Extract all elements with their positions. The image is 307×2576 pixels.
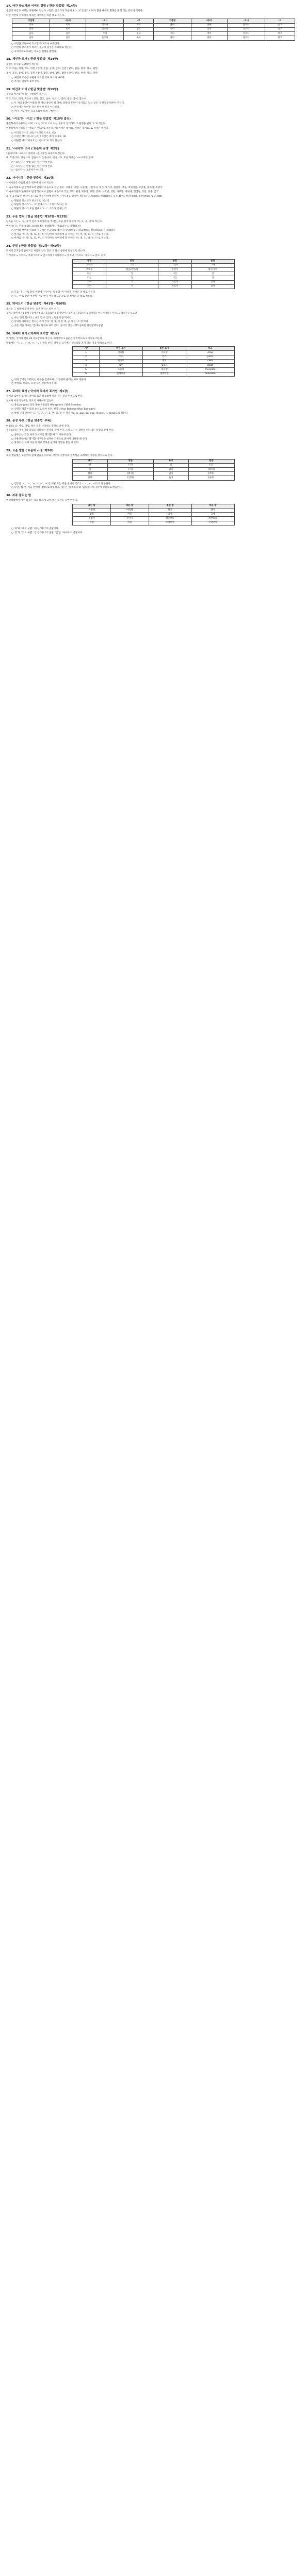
table-cell: 웃으니: [86, 36, 124, 40]
table-header-row: [73, 259, 234, 263]
paragraph: 예) 먹습니다, 갔습니다, 없습니다, 있습니다, 좋습니다, 모음 뒤에는 '-ㅂ니다'를 쓴다.: [6, 157, 94, 160]
table-cell: 너는: [73, 276, 106, 280]
table-row: [12, 32, 295, 36]
table-header-cell: 표기: [153, 459, 188, 463]
table-cell: [막따]: [188, 472, 234, 476]
table-cell: 무엇을: [73, 268, 106, 272]
table-cell: 왠지: [191, 509, 234, 513]
list-item: ○ 수를 적을 적에는 '만(萬)' 단위로 띄어 쓴다: 십이억 삼천사백오십육만 칠천팔백구십팔: [11, 325, 103, 328]
table-header-cell: 바른 말: [191, 504, 234, 508]
table-cell: 며칠: [111, 513, 149, 517]
table-row: [12, 36, 295, 40]
table-cell: 금새: [149, 513, 191, 517]
list-item: ○ 가운뎃점(·)은 열거할 어구들을 일정한 기준으로 묶어서 나타낼 때 쓴다.: [11, 437, 88, 440]
data-table: [72, 504, 234, 526]
section-title: 19. 어간과 어미 ('한글 맞춤법' 제15항): [6, 88, 58, 91]
table-cell: 가았다: [158, 280, 191, 284]
table-cell: 쥬스: [142, 355, 186, 359]
table-cell: 그건: [106, 263, 158, 267]
table-cell: 가아: [73, 280, 106, 284]
table-cell: 좁다: [153, 23, 191, 27]
table-cell: 그것은: [73, 263, 106, 267]
table-cell: 켜었다: [158, 284, 191, 289]
table-row: [73, 463, 234, 467]
table-cell: 텔레비젼: [142, 372, 186, 376]
table-cell: 잡고: [265, 36, 295, 40]
table-cell: 날: [191, 272, 234, 276]
list-item: ○ 아는 것이 힘이다. / 나도 할 수 있다. / 먹을 만큼 먹어라.: [11, 316, 72, 319]
table-cell: 6: [73, 372, 99, 376]
table-cell: 우니: [86, 32, 124, 36]
table-cell: 쵸콜렛: [142, 368, 186, 372]
paragraph: 2. 순우리말과 한자어로 된 합성어로서 앞말이 모음으로 끝난 경우: 귓병, 머릿방, 뱃병, 봇둑, 사잣밥, 샛강, 아랫방, 자릿세, 전셋집, 찻잔, 찻종, 촛국: [6, 191, 159, 194]
paragraph: 먹다, 먹고, 먹어, 먹으니 / 신다, 신고, 신어, 신으니 / 좋다, 좋고, 좋아, 좋으니: [6, 97, 87, 100]
section-title: 26. 외래어 표기 ('외래어 표기법' 제1장): [6, 332, 59, 335]
paragraph: 다만 어간의 끝소리가 바뀌는 경우에는 바뀐 대로 적는다.: [6, 14, 65, 17]
paragraph: 국어의 로마자 표기는 국어의 표준 발음법에 따라 적는 것을 원칙으로 한다.: [6, 395, 84, 398]
table-cell: 로봇: [99, 364, 142, 368]
table-header-cell: 바른 표기: [99, 347, 142, 351]
table-header-row: [73, 459, 234, 463]
section-title: 27. 로마자 표기 ('국어의 로마자 표기법' 제1장): [6, 390, 69, 394]
table-row: [73, 351, 234, 355]
table-cell: 좁으니: [228, 23, 265, 27]
table-cell: 역할: [111, 521, 149, 525]
section-title: 28. 문장 부호 ('한글 맞춤법' 부록): [6, 419, 52, 423]
table-cell: 읊다: [153, 476, 188, 480]
table-cell: 역활: [73, 521, 111, 525]
table-cell: 웬지: [149, 509, 191, 513]
table-header-cell: 바른 말: [111, 504, 149, 508]
table-cell: 넌: [106, 276, 158, 280]
section: [6, 419, 301, 445]
table-cell: [업ː따]: [188, 468, 234, 472]
paragraph: 종결형에서 사용되는 어미 '-오'는 '요'로 소리 나는 경우가 있더라도 그 원형을 밝혀 '오'로 적는다.: [6, 123, 106, 126]
table-cell: 밟다: [73, 472, 108, 476]
table-cell: [널따]: [108, 476, 154, 480]
table-cell: [닥]: [108, 463, 154, 467]
paragraph: 일상생활에서 자주 틀리는 말을 바르게 고쳐 쓰는 습관을 들여야 한다.: [6, 499, 78, 502]
table-header-cell: -아/어: [191, 19, 227, 23]
table-header-cell: 기본형: [153, 19, 191, 23]
table-header-cell: -아/어: [50, 19, 86, 23]
table-cell: 나를: [158, 272, 191, 276]
table-cell: 값: [153, 463, 188, 467]
table-row: [73, 355, 234, 359]
paragraph: 표준 발음법은 표준어의 실제 발음을 따르되, 국어의 전통성과 합리성을 고려하여 정함을 원칙으로 한다.: [6, 454, 113, 457]
table-row: [73, 517, 234, 521]
table-cell: 적으니: [228, 32, 265, 36]
table-header-row: [12, 19, 295, 23]
data-table: [72, 459, 234, 481]
table-cell: shop: [186, 351, 234, 355]
table-row: [73, 276, 234, 280]
paragraph: 여자(女子), 연세(年歲), 요소(尿素), 유대(紐帶), 이토(泥土), 익명(匿名): [6, 225, 81, 228]
section: [6, 244, 301, 298]
section: [6, 332, 301, 386]
paragraph: 용언의 어간과 어미는 구별하여 적는다.: [6, 93, 47, 96]
table-cell: 몇일: [73, 513, 111, 517]
table-cell: 2: [73, 355, 99, 359]
table-cell: 적고: [265, 32, 295, 36]
paragraph: 용언의 어간과 어미는 구별하여 적는다. 어간의 끝소리가 모음이나 'ㄹ'로 끝나고 어미가 붙을 때에도 형태를 밝혀 적는 것이 원칙이다.: [6, 10, 143, 13]
table-row: [73, 513, 234, 517]
section-title: 17. 어간 끝소리와 어미의 결합 ('한글 맞춤법' 제14항): [6, 5, 77, 8]
section: [6, 57, 301, 83]
list-item: ○ 행정 구역 단위인 '도, 시, 군, 구, 읍, 면, 리, 동'은 각각 'do, si, gun, gu, eup, myeon, ri, dong'으로 적는다.: [11, 412, 128, 415]
section: [6, 302, 301, 328]
list-item: ○ 'ㅗ, ㅜ'로 끝난 어간에 '-아/-어'가 어울려 'ㅘ/ㅝ'로 될 적에는 준 대로 적는다.: [11, 295, 93, 298]
table-row: [12, 23, 295, 27]
table-cell: 믿어: [50, 27, 86, 31]
table-cell: cake: [186, 359, 234, 363]
list-item: ○ 쉼표(,)는 같은 자격의 어구를 열거할 때 그 사이에 쓴다.: [11, 433, 72, 436]
table-cell: chocolate: [186, 368, 234, 372]
table-cell: [밥ː따]: [108, 472, 154, 476]
list-item: ○ 뒷말의 첫소리가 된소리로 나는 것: [11, 199, 50, 202]
section-title: 30. 자주 틀리는 말: [6, 494, 31, 498]
paragraph: 조사는 그 앞말에 붙여 쓴다. 의존 명사는 띄어 쓴다.: [6, 308, 60, 311]
list-item: ○ 본뜻에서 멀어진 것은 밝히어 적지 아니한다.: [11, 106, 60, 109]
table-row: [73, 368, 234, 372]
table-cell: 초콜릿: [99, 368, 142, 372]
table-header-cell: 틀린 말: [73, 504, 111, 508]
table-cell: 없다: [153, 468, 188, 472]
table-cell: juice: [186, 355, 234, 359]
table-cell: [갑]: [188, 463, 234, 467]
table-cell: 텔레비전: [99, 372, 142, 376]
table-cell: 켰다: [191, 284, 234, 289]
table-cell: 신어: [191, 27, 227, 31]
section: [6, 147, 301, 173]
document-page: [0, 0, 307, 543]
table-cell: [읍따]: [188, 476, 234, 480]
table-cell: 케잌: [142, 359, 186, 363]
table-header-cell: 준말: [191, 259, 234, 263]
table-cell: 나는: [73, 272, 106, 276]
paragraph: 떡이, 떡을, 떡에, 떡도, 떡만 / 손이, 손을, 손에, 손도, 손만 / 팔이, 팔을, 팔에, 팔도, 팔만: [6, 67, 98, 71]
table-row: [73, 284, 234, 289]
table-cell: 믿고: [124, 27, 153, 31]
table-header-cell: 구분: [73, 347, 99, 351]
section: [6, 215, 301, 241]
table-row: [73, 472, 234, 476]
list-item: ○ '-습니다'는 받침 있는 어간 뒤에 쓴다.: [11, 161, 53, 164]
paragraph: 꽃이, 꽃을, 꽃에, 꽃도, 꽃만 / 밭이, 밭을, 밭에, 밭도, 밭만 / 앞이, 앞을, 앞에, 앞도, 앞만: [6, 72, 98, 75]
table-header-cell: 비고: [186, 347, 234, 351]
paragraph: 기러기야 → 기럭아 / 어제그저께 → 엊그저께 / 어제저녁 → 엊저녁 / 가지고, 가지지 → 갖고, 갖지: [6, 254, 106, 257]
table-cell: 어떻해: [73, 509, 111, 513]
table-cell: 뭣을/무얼/뭘: [106, 268, 158, 272]
section: [6, 449, 301, 490]
table-cell: 4: [73, 364, 99, 368]
list-item: ○ 단어의 첫머리 이외의 경우에는 본음대로 적는다: 남녀(男女), 당뇨(糖尿), 결뉴(結紐), 은닉(隱匿): [11, 229, 115, 232]
section: [6, 389, 301, 415]
table-cell: 웃어: [50, 36, 86, 40]
table-row: [73, 521, 234, 525]
paragraph: 사이시옷은 다음과 같은 경우에 받치어 적는다.: [6, 182, 55, 185]
table-cell: 설거지: [111, 517, 149, 521]
paragraph: 꽃이 / 꽃마저 / 꽃밖에 / 꽃에서부터 / 꽃으로만 / 꽃이나마 / 꽃이다 / 꽃입니다 / 꽃처럼 / 어디까지나 / 거기도 / 멀리는 / 웃고만: [6, 312, 137, 315]
table-row: [73, 272, 234, 276]
section-title: 22. 사이시옷 ('한글 맞춤법' 제30항): [6, 177, 55, 180]
table-cell: 맑다: [153, 472, 188, 476]
table-cell: [넉]: [108, 468, 154, 472]
table-cell: 켜: [106, 284, 158, 289]
table-cell: 믿으니: [86, 27, 124, 31]
table-row: [73, 268, 234, 272]
table-cell: 1: [73, 351, 99, 355]
list-item: ○ 종로 Jongno / 신라 Silla / 왕십리 Wangsimni / 별내 Byeollae: [11, 404, 81, 407]
table-cell: 먹다: [12, 23, 50, 27]
table-cell: 3: [73, 359, 99, 363]
list-item: ○ 모음 'ㅏ, ㅓ'로 끝난 어간에 '-아/-어, -았-/-었-'이 어울릴 적에는 준 대로 적는다.: [11, 291, 96, 294]
list-item: ○ 규칙적으로 바뀌는 경우는 원형을 밝힌다.: [11, 50, 57, 53]
paragraph: 1. 순우리말로 된 합성어로서 앞말이 모음으로 끝난 경우: 고랫재, 귓밥, 나룻배, 나뭇가지, 냇가, 댓가지, 뒷갈망, 맷돌, 머릿기름, 모깃불, 못자리, 바닷가: [6, 186, 163, 189]
table-header-cell: 발음: [188, 459, 234, 463]
data-table: [72, 259, 234, 290]
list-item: ○ 카메라, 라디오, 모델 등은 관용에 따른다.: [11, 382, 57, 385]
table-cell: 로보트: [142, 364, 186, 368]
paragraph: 물음표(?)는 질문이나 의심을 나타내는 문장의 끝에 쓴다. 느낌표(!)는 감탄을 나타내는 문장의 끝에 쓴다.: [6, 429, 115, 432]
section: [6, 4, 301, 54]
list-item: ○ 어미 '-아/-어'는 모음조화에 따라 구별한다.: [11, 110, 59, 113]
list-item: ○ 이리로 오시오. (O) / 이리로 오시요. (X): [11, 131, 56, 134]
table-cell: 웃다: [12, 36, 50, 40]
table-row: [73, 372, 234, 376]
paragraph: 로마자 이외의 부호는 되도록 사용하지 않는다.: [6, 399, 55, 402]
table-header-cell: -고: [124, 19, 153, 23]
table-cell: 뭣이/무에: [191, 268, 234, 272]
table-cell: 오랜만에: [191, 521, 234, 525]
table-cell: 울어: [50, 32, 86, 36]
table-row: [73, 468, 234, 472]
table-cell: 신다: [153, 27, 191, 31]
table-header-cell: 표기: [73, 459, 108, 463]
table-cell: 희한하다: [191, 517, 234, 521]
list-item: ○ 뒷말의 첫소리 'ㄴ, ㅁ' 앞에서 'ㄴ' 소리가 덧나는 것: [11, 204, 67, 207]
table-cell: 울다: [12, 32, 50, 36]
list-item: ○ '안'과 '않'의 구별: '안'은 '아니'의 준말, '않'은 '아니하'의 준말이다.: [11, 531, 83, 534]
list-item: ○ 단위를 나타내는 명사는 띄어 쓴다: 한 개, 차 한 대, 금 서 돈, 소 한 마리: [11, 320, 88, 324]
table-cell: 오랫만에: [149, 521, 191, 525]
table-cell: 그것이: [158, 263, 191, 267]
data-table: [72, 346, 234, 377]
section-title: 29. 표준 발음 ('표준어 규정' 제2부): [6, 449, 54, 452]
table-cell: 금세: [191, 513, 234, 517]
table-cell: 설겆이: [73, 517, 111, 521]
table-header-cell: -으니: [86, 19, 124, 23]
table-cell: 주스: [99, 355, 142, 359]
section-title: 21. '-니다'와 조사 ('표준어 규정' 제2항): [6, 147, 59, 150]
table-cell: television: [186, 372, 234, 376]
paragraph: '-습니다'와 '-ㅂ니다' 중에서 '-습니다'를 표준어로 삼는다.: [6, 152, 66, 155]
table-row: [73, 476, 234, 480]
table-cell: 신으니: [228, 27, 265, 31]
list-item: ○ 두 개의 용언이 어울려 한 개의 용언이 될 적에, 앞말의 본뜻이 유지되고 있는 것은 그 원형을 밝히어 적는다.: [11, 102, 125, 105]
table-row: [73, 263, 234, 267]
paragraph: 마침표(.)는 서술, 명령, 청유 등을 나타내는 문장의 끝에 쓴다.: [6, 425, 70, 428]
table-row: [73, 364, 234, 368]
table-cell: 먹어: [50, 23, 86, 27]
list-item: ○ 이미 굳어진 외래어는 관용을 존중하되, 그 범위와 용례는 따로 정한다.: [11, 378, 87, 381]
list-item: ○ 쌍점(:)은 표제 다음에 해당 항목을 들거나 설명을 붙일 때 쓴다.: [11, 442, 79, 445]
table-header-cell: -으니: [228, 19, 265, 23]
table-cell: 너를: [158, 276, 191, 280]
table-cell: 닭: [73, 463, 108, 467]
section-title: 18. 체언과 조사 ('한글 맞춤법' 제14항): [6, 58, 58, 61]
table-header-cell: 틀린 말: [149, 504, 191, 508]
table-cell: 믿다: [12, 27, 50, 31]
list-item: ○ 인명은 성과 이름의 순서로 띄어 쓴다: 한복남 Han Boknam (Han Bok-nam): [11, 408, 95, 411]
table-cell: 잡아: [191, 36, 227, 40]
table-cell: 널: [191, 276, 234, 280]
table-cell: 울고: [124, 32, 153, 36]
section-title: 20. '-이요'와 '-이오' ('한글 맞춤법' 제15항 붙임): [6, 117, 71, 121]
table-cell: 어떡해: [111, 509, 149, 513]
section: [6, 88, 301, 113]
list-item: ○ 한자음 '랴, 려, 례, 료, 류, 리'가 단어의 첫머리에 올 적에는 '야, 여, 예, 요, 유, 이'로 적는다.: [11, 233, 109, 236]
paragraph: 외래어는 국어의 현용 24 자모만으로 적는다. 외래어의 1 음운은 원칙적으로 1 기호로 적는다.: [6, 337, 103, 340]
list-item: ○ 대답할 때의 '아니요'는 '아니오'로 적지 않는다.: [11, 140, 63, 142]
paragraph: 연결형에서 사용되는 '이요'는 '이요'로 적는다. 예) 이것은 책이요, 저것은 붓이요, 또 저것은 먹이다.: [6, 127, 109, 130]
paragraph: 받침에는 'ㄱ, ㄴ, ㄹ, ㅁ, ㅂ, ㅅ, ㅇ'만을 쓴다. 파열음 표기에는 된소리를 쓰지 않는 것을 원칙으로 한다.: [6, 342, 113, 345]
table-cell: robot: [186, 364, 234, 368]
list-item: ○ '-읍니다'는 표준어가 아니다.: [11, 169, 44, 172]
table-cell: 그게: [191, 263, 234, 267]
table-row: [73, 509, 234, 513]
table-cell: 신고: [265, 27, 295, 31]
table-header-row: [73, 504, 234, 508]
table-cell: 웃고: [124, 36, 153, 40]
section: [6, 176, 301, 211]
list-item: ○ '되'와 '돼'의 구별: '돼'는 '되어'의 준말이다.: [11, 527, 59, 530]
table-cell: 켜어: [73, 284, 106, 289]
table-cell: 커피샵: [142, 351, 186, 355]
table-row: [73, 280, 234, 284]
data-table: [12, 19, 295, 40]
list-item: ○ 다만, '밟-'은 자음 앞에서 [밥]으로 발음하고, '넓-'은 '넓죽하다'와 '넓둥글다'의 경우에 [넙]으로 발음한다.: [11, 486, 123, 489]
table-cell: 잡다: [153, 36, 191, 40]
section: [6, 117, 301, 143]
section-title: 23. 두음 법칙 ('한글 맞춤법' 제10항~제12항): [6, 215, 68, 218]
table-cell: 5: [73, 368, 99, 372]
list-item: ○ 뒷말의 첫소리 모음 앞에서 'ㄴㄴ' 소리가 덧나는 것: [11, 208, 67, 211]
table-cell: 넋: [73, 468, 108, 472]
list-item: ○ 한자음 '라, 래, 로, 뢰, 루, 르'가 단어의 첫머리에 올 적에는 '나, 내, 노, 뇌, 누, 느'로 적는다.: [11, 237, 109, 240]
table-cell: 커피숍: [99, 351, 142, 355]
paragraph: 3. 두 음절로 된 한자어 중 다음 여섯 단어에 한하여 사이시옷을 받치어 적는다: 곳간(庫間), 셋방(貰房), 숫자(數字), 찻간(車間), 툇간(退間), 횟수(回數): [6, 195, 163, 198]
list-item: ○ 어간을 고정하여 적으면 뜻 파악이 쉬워진다.: [11, 42, 60, 45]
table-header-cell: 준말: [106, 259, 158, 263]
table-cell: 적어: [191, 32, 227, 36]
table-cell: 가: [106, 280, 158, 284]
section-title: 25. 띄어쓰기 ('한글 맞춤법' 제41항~제50항): [6, 302, 67, 306]
table-cell: 좁아: [191, 23, 227, 27]
table-cell: 먹고: [124, 23, 153, 27]
table-cell: 난: [106, 272, 158, 276]
table-header-cell: 틀린 표기: [142, 347, 186, 351]
list-item: ○ 어간의 끝소리가 바뀌는 불규칙 용언은 소리대로 적는다.: [11, 46, 72, 49]
table-cell: 적다: [153, 32, 191, 36]
list-item: ○ 체언과 조사를 구별해 적으면 의미 파악이 빠르다.: [11, 76, 66, 79]
section: [6, 494, 301, 535]
list-item: ○ 조사는 앞말에 붙여 쓴다.: [11, 80, 40, 83]
section-title: 24. 준말 ('한글 맞춤법' 제32항~제40항): [6, 245, 61, 248]
list-item: ○ '-ㅂ니다'는 받침 없는 어간 뒤에 쓴다.: [11, 165, 53, 168]
table-cell: 넓다: [73, 476, 108, 480]
list-item: ○ 이것은 책이 아니오. (O) / 이것은 책이 아니요. (X): [11, 135, 67, 139]
list-item: ○ 겹받침 'ㄳ', 'ㄵ', 'ㄼ, ㄽ, ㄾ', 'ㅄ'은 어말 또는 자음 앞에서 각각 [ㄱ, ㄴ, ㄹ, ㅂ]으로 발음한다.: [11, 482, 111, 485]
table-cell: 잡으니: [228, 36, 265, 40]
table-row: [12, 27, 295, 31]
table-cell: 케이크: [99, 359, 142, 363]
table-cell: 무엇이: [158, 268, 191, 272]
paragraph: 체언은 조사와 구별하여 적는다.: [6, 63, 39, 66]
table-header-row: [73, 347, 234, 351]
table-header-cell: -고: [265, 19, 295, 23]
table-cell: 희안하다: [149, 517, 191, 521]
table-header-cell: 발음: [108, 459, 154, 463]
paragraph: 단어의 끝모음이 줄어지고 자음만 남은 것은 그 앞의 음절에 받침으로 적는다.: [6, 250, 86, 253]
paragraph: 한자음 '녀, 뇨, 뉴, 니'가 단어 첫머리에 올 적에는, 두음 법칙에 따라 '여, 요, 유, 이'로 적는다.: [6, 220, 103, 223]
table-cell: 먹으니: [86, 23, 124, 27]
table-cell: 갔다: [191, 280, 234, 284]
table-header-cell: 기본형: [12, 19, 50, 23]
table-header-cell: 본말: [158, 259, 191, 263]
table-header-cell: 본말: [73, 259, 106, 263]
table-cell: 좁고: [265, 23, 295, 27]
table-row: [73, 359, 234, 363]
